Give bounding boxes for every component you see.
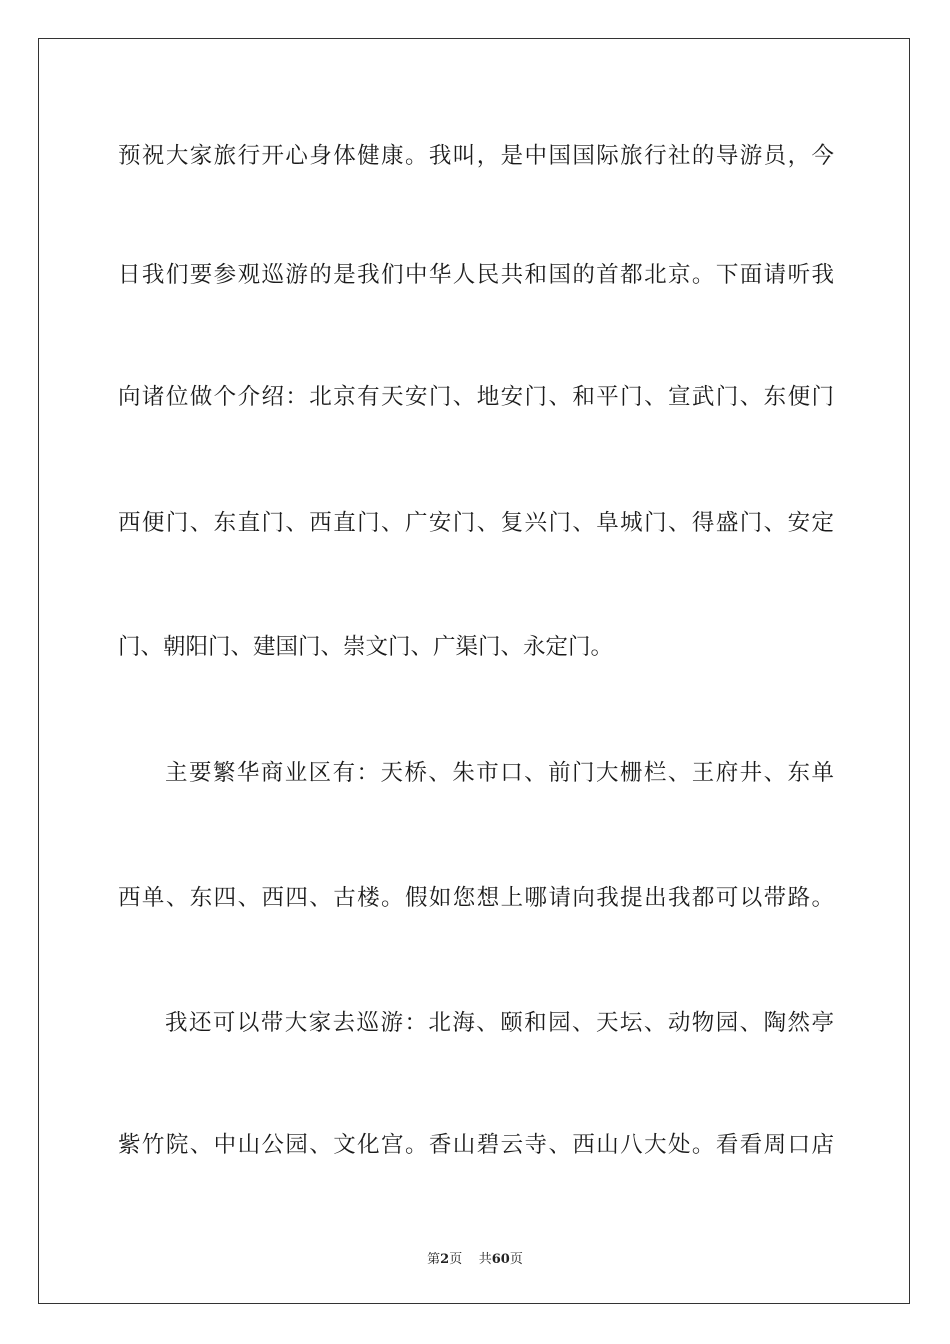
text-line-1: 预祝大家旅行开心身体健康。我叫，是中国国际旅行社的导游员，今: [118, 143, 834, 169]
footer-total-pages: 60: [491, 1252, 510, 1267]
text-line-4: 西便门、东直门、西直门、广安门、复兴门、阜城门、得盛门、安定: [118, 510, 834, 536]
page-footer: [0, 1248, 950, 1267]
text-line-7: 西单、东四、西四、古楼。假如您想上哪请向我提出我都可以带路。: [118, 885, 834, 911]
text-line-5: 门、朝阳门、建国门、崇文门、广渠门、永定门。: [118, 634, 614, 660]
footer-page-label: 第: [427, 1252, 441, 1267]
footer-page-number: 2: [440, 1252, 450, 1267]
text-line-6: 主要繁华商业区有：天桥、朱市口、前门大栅栏、王府井、东单: [165, 760, 834, 786]
footer-total-suffix: 页: [509, 1252, 523, 1267]
text-line-9: 紫竹院、中山公园、文化宫。香山碧云寺、西山八大处。看看周口店: [118, 1132, 834, 1158]
text-line-8: 我还可以带大家去巡游：北海、颐和园、天坛、动物园、陶然亭: [165, 1010, 834, 1036]
text-line-2: 日我们要参观巡游的是我们中华人民共和国的首都北京。下面请听我: [118, 262, 834, 288]
text-line-3: 向诸位做个介绍：北京有天安门、地安门、和平门、宣武门、东便门: [118, 384, 834, 410]
footer-page-suffix: 页: [449, 1252, 463, 1267]
page-border: [38, 38, 910, 1304]
footer-total-label: 共: [478, 1252, 492, 1267]
